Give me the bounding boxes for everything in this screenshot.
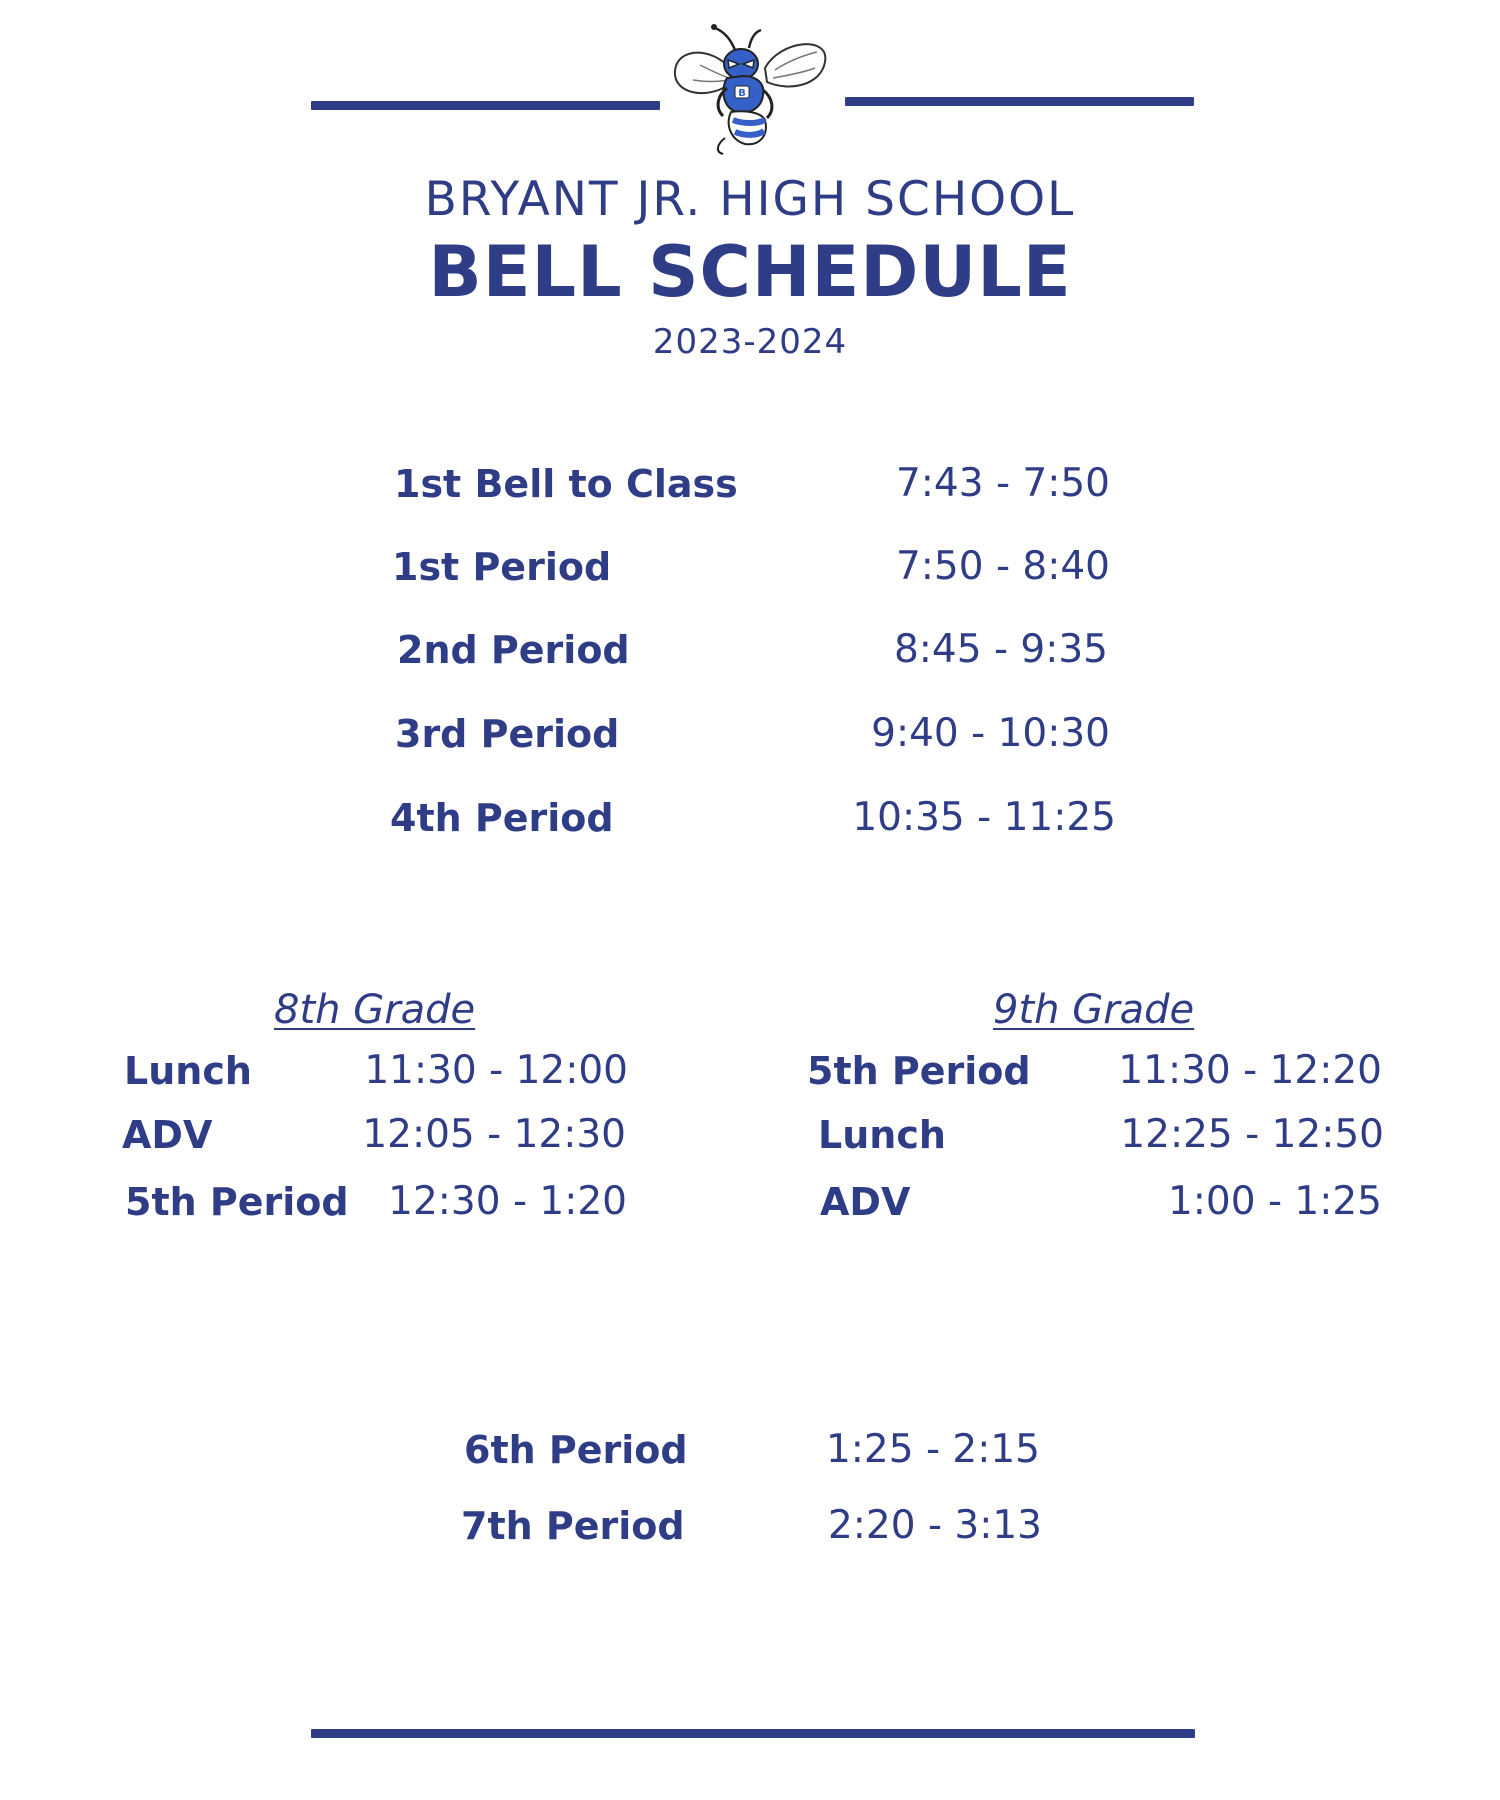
morning-time-4th-period: 10:35 - 11:25 (852, 795, 1116, 840)
grade8-label-lunch: Lunch (124, 1049, 252, 1093)
grade9-time-lunch: 12:25 - 12:50 (1120, 1112, 1384, 1157)
grade8-time-lunch: 11:30 - 12:00 (364, 1048, 628, 1093)
bottom-divider (311, 1729, 1195, 1738)
grade8-heading: 8th Grade (274, 987, 476, 1033)
morning-label-1st-period: 1st Period (392, 545, 612, 589)
afternoon-time-6th-period: 1:25 - 2:15 (825, 1427, 1040, 1472)
top-left-divider (311, 101, 660, 110)
morning-label-2nd-period: 2nd Period (397, 628, 630, 672)
grade8-label-adv: ADV (122, 1113, 213, 1157)
grade8-time-5th-period: 12:30 - 1:20 (388, 1179, 627, 1224)
morning-label-1st-bell: 1st Bell to Class (394, 462, 738, 506)
morning-time-1st-bell: 7:43 - 7:50 (895, 461, 1110, 506)
morning-time-2nd-period: 8:45 - 9:35 (893, 627, 1108, 672)
grade9-label-adv: ADV (820, 1180, 911, 1224)
school-year: 2023-2024 (652, 322, 848, 362)
top-right-divider (845, 97, 1194, 106)
grade8-time-adv: 12:05 - 12:30 (362, 1112, 626, 1157)
page-title: BELL SCHEDULE (428, 231, 1072, 313)
grade9-label-lunch: Lunch (818, 1113, 946, 1157)
grade9-time-5th-period: 11:30 - 12:20 (1118, 1048, 1382, 1093)
grade9-heading: 9th Grade (993, 987, 1195, 1033)
morning-label-3rd-period: 3rd Period (395, 712, 620, 756)
morning-label-4th-period: 4th Period (390, 796, 614, 840)
afternoon-label-6th-period: 6th Period (464, 1428, 688, 1472)
svg-text:B: B (738, 88, 746, 99)
afternoon-time-7th-period: 2:20 - 3:13 (827, 1503, 1042, 1548)
grade9-label-5th-period: 5th Period (807, 1049, 1031, 1093)
morning-time-3rd-period: 9:40 - 10:30 (871, 711, 1110, 756)
hornet-mascot-icon (665, 20, 840, 160)
grade9-time-adv: 1:00 - 1:25 (1167, 1179, 1382, 1224)
morning-time-1st-period: 7:50 - 8:40 (895, 544, 1110, 589)
afternoon-label-7th-period: 7th Period (461, 1504, 685, 1548)
grade8-label-5th-period: 5th Period (125, 1180, 349, 1224)
school-name: BRYANT JR. HIGH SCHOOL (424, 172, 1076, 227)
